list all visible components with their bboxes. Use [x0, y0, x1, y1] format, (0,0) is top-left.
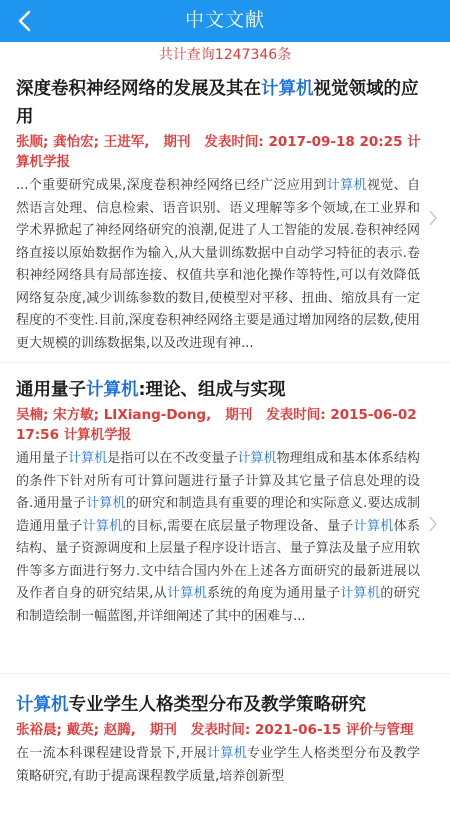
item-authors: 张裕晨; 戴英; 赵腾, [16, 722, 136, 738]
item-type: 期刊 [163, 134, 191, 150]
item-meta [16, 405, 432, 445]
item-date-label: 发表时间: [204, 134, 264, 150]
result-list [0, 70, 450, 816]
item-date-label: 发表时间: [190, 722, 251, 738]
item-source: 计算机学报 [16, 134, 421, 170]
item-title[interactable]: 深度卷积神经网络的发展及其在计算机视觉领域的应用 [16, 79, 419, 127]
title-keyword: 计算机 [86, 380, 139, 400]
item-abstract: 通用量子计算机是指可以在不改变量子计算机物理组成和基本体系结构的条件下针对所有可计算问题进行量子计算及其它量子信息处理的设备.通用量子计算机的研究和制造具有重要的理论和实际意义.要达成制造通用量子计算机的目标,需要在底层量子物理设备、量子计算机体系结构、量子资源调度和上层量子程序设计语言、量子算法及量子应用软件等多方面进行努力.文中结合国内外在上述各方面研究的最新进展以及作者自身的研究结果,从计算机系统的角度为通用量子计算机的研究和制造绘制一幅蓝图,并详细阐述了其中的困难与... [16, 451, 420, 624]
item-type: 期刊 [225, 407, 253, 423]
item-meta [16, 132, 432, 172]
item-date: 2017-09-18 20:25 [268, 134, 403, 150]
item-date: 2015-06-02 17:56 [16, 407, 417, 443]
item-date-label: 发表时间: [266, 407, 326, 423]
item-title[interactable]: 计算机专业学生人格类型分布及教学策略研究 [16, 695, 366, 715]
chevron-right-icon[interactable] [428, 210, 438, 226]
result-count: 共计查询1247346条 [158, 47, 292, 63]
page-title: 中文文献 [184, 9, 265, 31]
item-authors: 张顺; 龚怡宏; 王进军, [16, 134, 150, 150]
chevron-right-icon[interactable] [428, 516, 438, 532]
item-abstract: ...个重要研究成果,深度卷积神经网络已经广泛应用到计算机视觉、自然语言处理、信息检索、语音识别、语义理解等多个领域,在工业界和学术界掀起了神经网络研究的浪潮,促进了人工智能的发展.卷积神经网络直接以原始数据作为输入,从大量训练数据中自动学习特征的表示.卷积神经网络具有局部连接、权值共享和池化操作等特性,可以有效降低网络复杂度,减少训练参数的数目,使模型对平移、扭曲、缩放具有一定程度的不变性.目前,深度卷积神经网络主要是通过增加网络的层数,使用更大规模的训练数据集,以及改进现有神... [16, 178, 420, 351]
item-authors: 吴楠; 宋方敏; LIXiang-Dong, [16, 407, 212, 423]
item-meta [16, 720, 432, 740]
item-abstract: 在一流本科课程建设背景下,开展计算机专业学生人格类型分布及教学策略研究,有助于提高课程教学质量,培养创新型 [16, 746, 420, 784]
title-keyword: 计算机 [16, 695, 69, 715]
item-type: 期刊 [149, 722, 177, 738]
item-date: 2021-06-15 [254, 722, 342, 738]
item-source: 计算机学报 [63, 427, 132, 443]
top-bar [0, 0, 450, 42]
item-title[interactable]: 通用量子计算机:理论、组成与实现 [16, 380, 286, 400]
title-keyword: 计算机 [261, 79, 314, 99]
item-source: 评价与管理 [346, 722, 414, 738]
list-item[interactable] [0, 371, 450, 674]
list-item[interactable] [0, 70, 450, 363]
list-item[interactable] [0, 686, 450, 816]
